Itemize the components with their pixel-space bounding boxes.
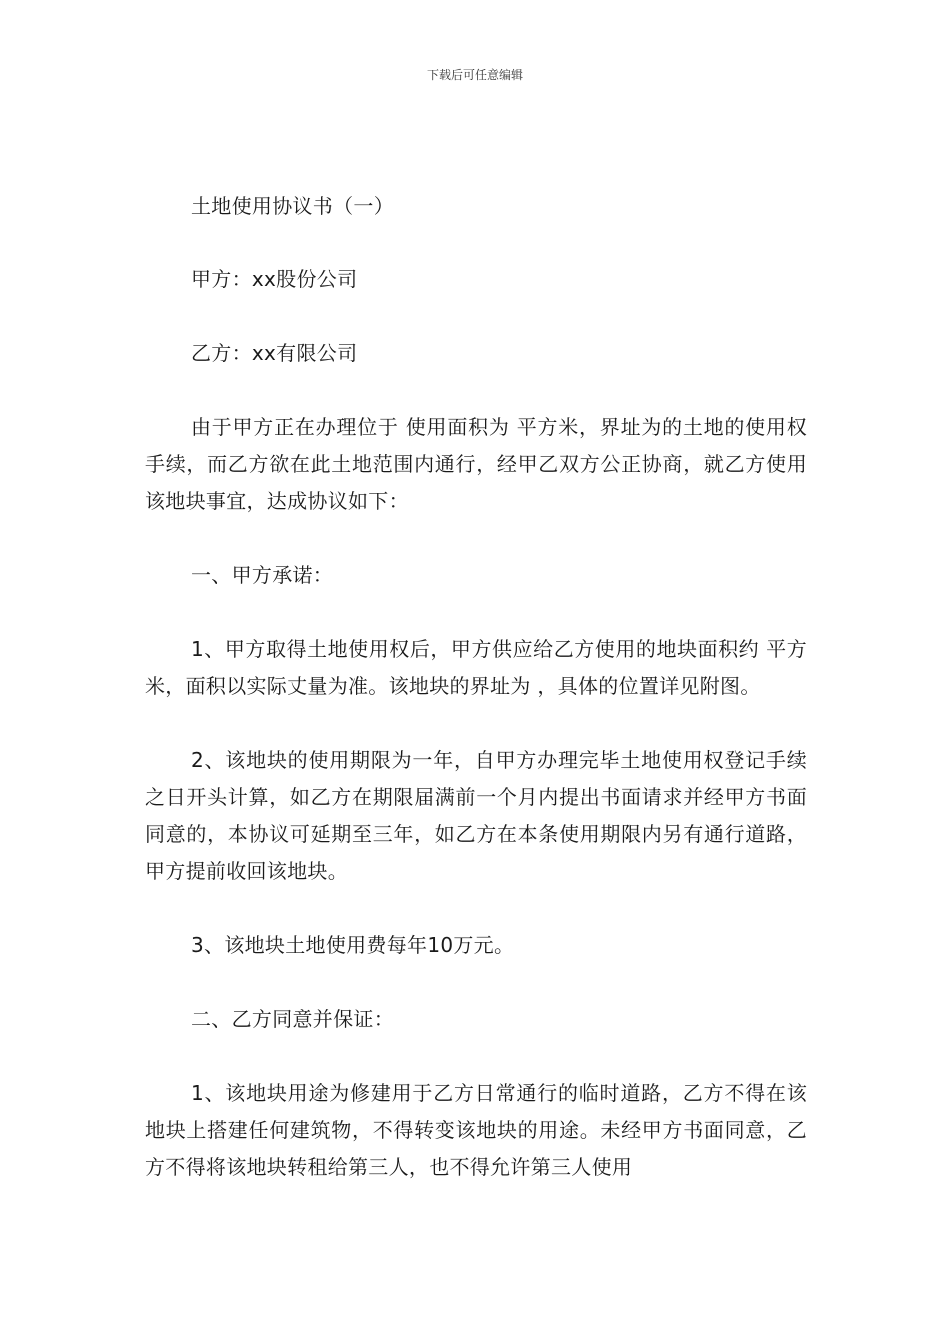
- section2-item1: 1、该地块用途为修建用于乙方日常通行的临时道路，乙方不得在该地块上搭建任何建筑物，不得转变该地块的用途。未经甲方书面同意，乙方不得将该地块转租给第三人，也不得允许第三人使用: [145, 1081, 807, 1179]
- party-a: 甲方：xx股份公司: [191, 267, 358, 291]
- document-title: 土地使用协议书（一）: [191, 194, 394, 218]
- section1-item1: 1、甲方取得土地使用权后，甲方供应给乙方使用的地块面积约 平方米，面积以实际丈量为准。该地块的界址为 ，具体的位置详见附图。: [145, 637, 807, 698]
- header-note: 下载后可任意编辑: [426, 68, 523, 82]
- party-b: 乙方：xx有限公司: [191, 341, 358, 365]
- section2-heading: 二、乙方同意并保证：: [191, 1007, 394, 1031]
- section1-heading: 一、甲方承诺：: [191, 563, 334, 587]
- section1-item2: 2、该地块的使用期限为一年，自甲方办理完毕土地使用权登记手续之日开头计算，如乙方在期限届满前一个月内提出书面请求并经甲方书面同意的，本协议可延期至三年，如乙方在本条使用期限内另有通行道路，甲方提前收回该地块。: [145, 748, 807, 883]
- document-body: [145, 188, 807, 1223]
- section1-item3: 3、该地块土地使用费每年10万元。: [191, 933, 515, 957]
- intro-paragraph: 由于甲方正在办理位于 使用面积为 平方米，界址为的土地的使用权手续，而乙方欲在此土地范围内通行，经甲乙双方公正协商，就乙方使用该地块事宜，达成协议如下：: [145, 415, 807, 513]
